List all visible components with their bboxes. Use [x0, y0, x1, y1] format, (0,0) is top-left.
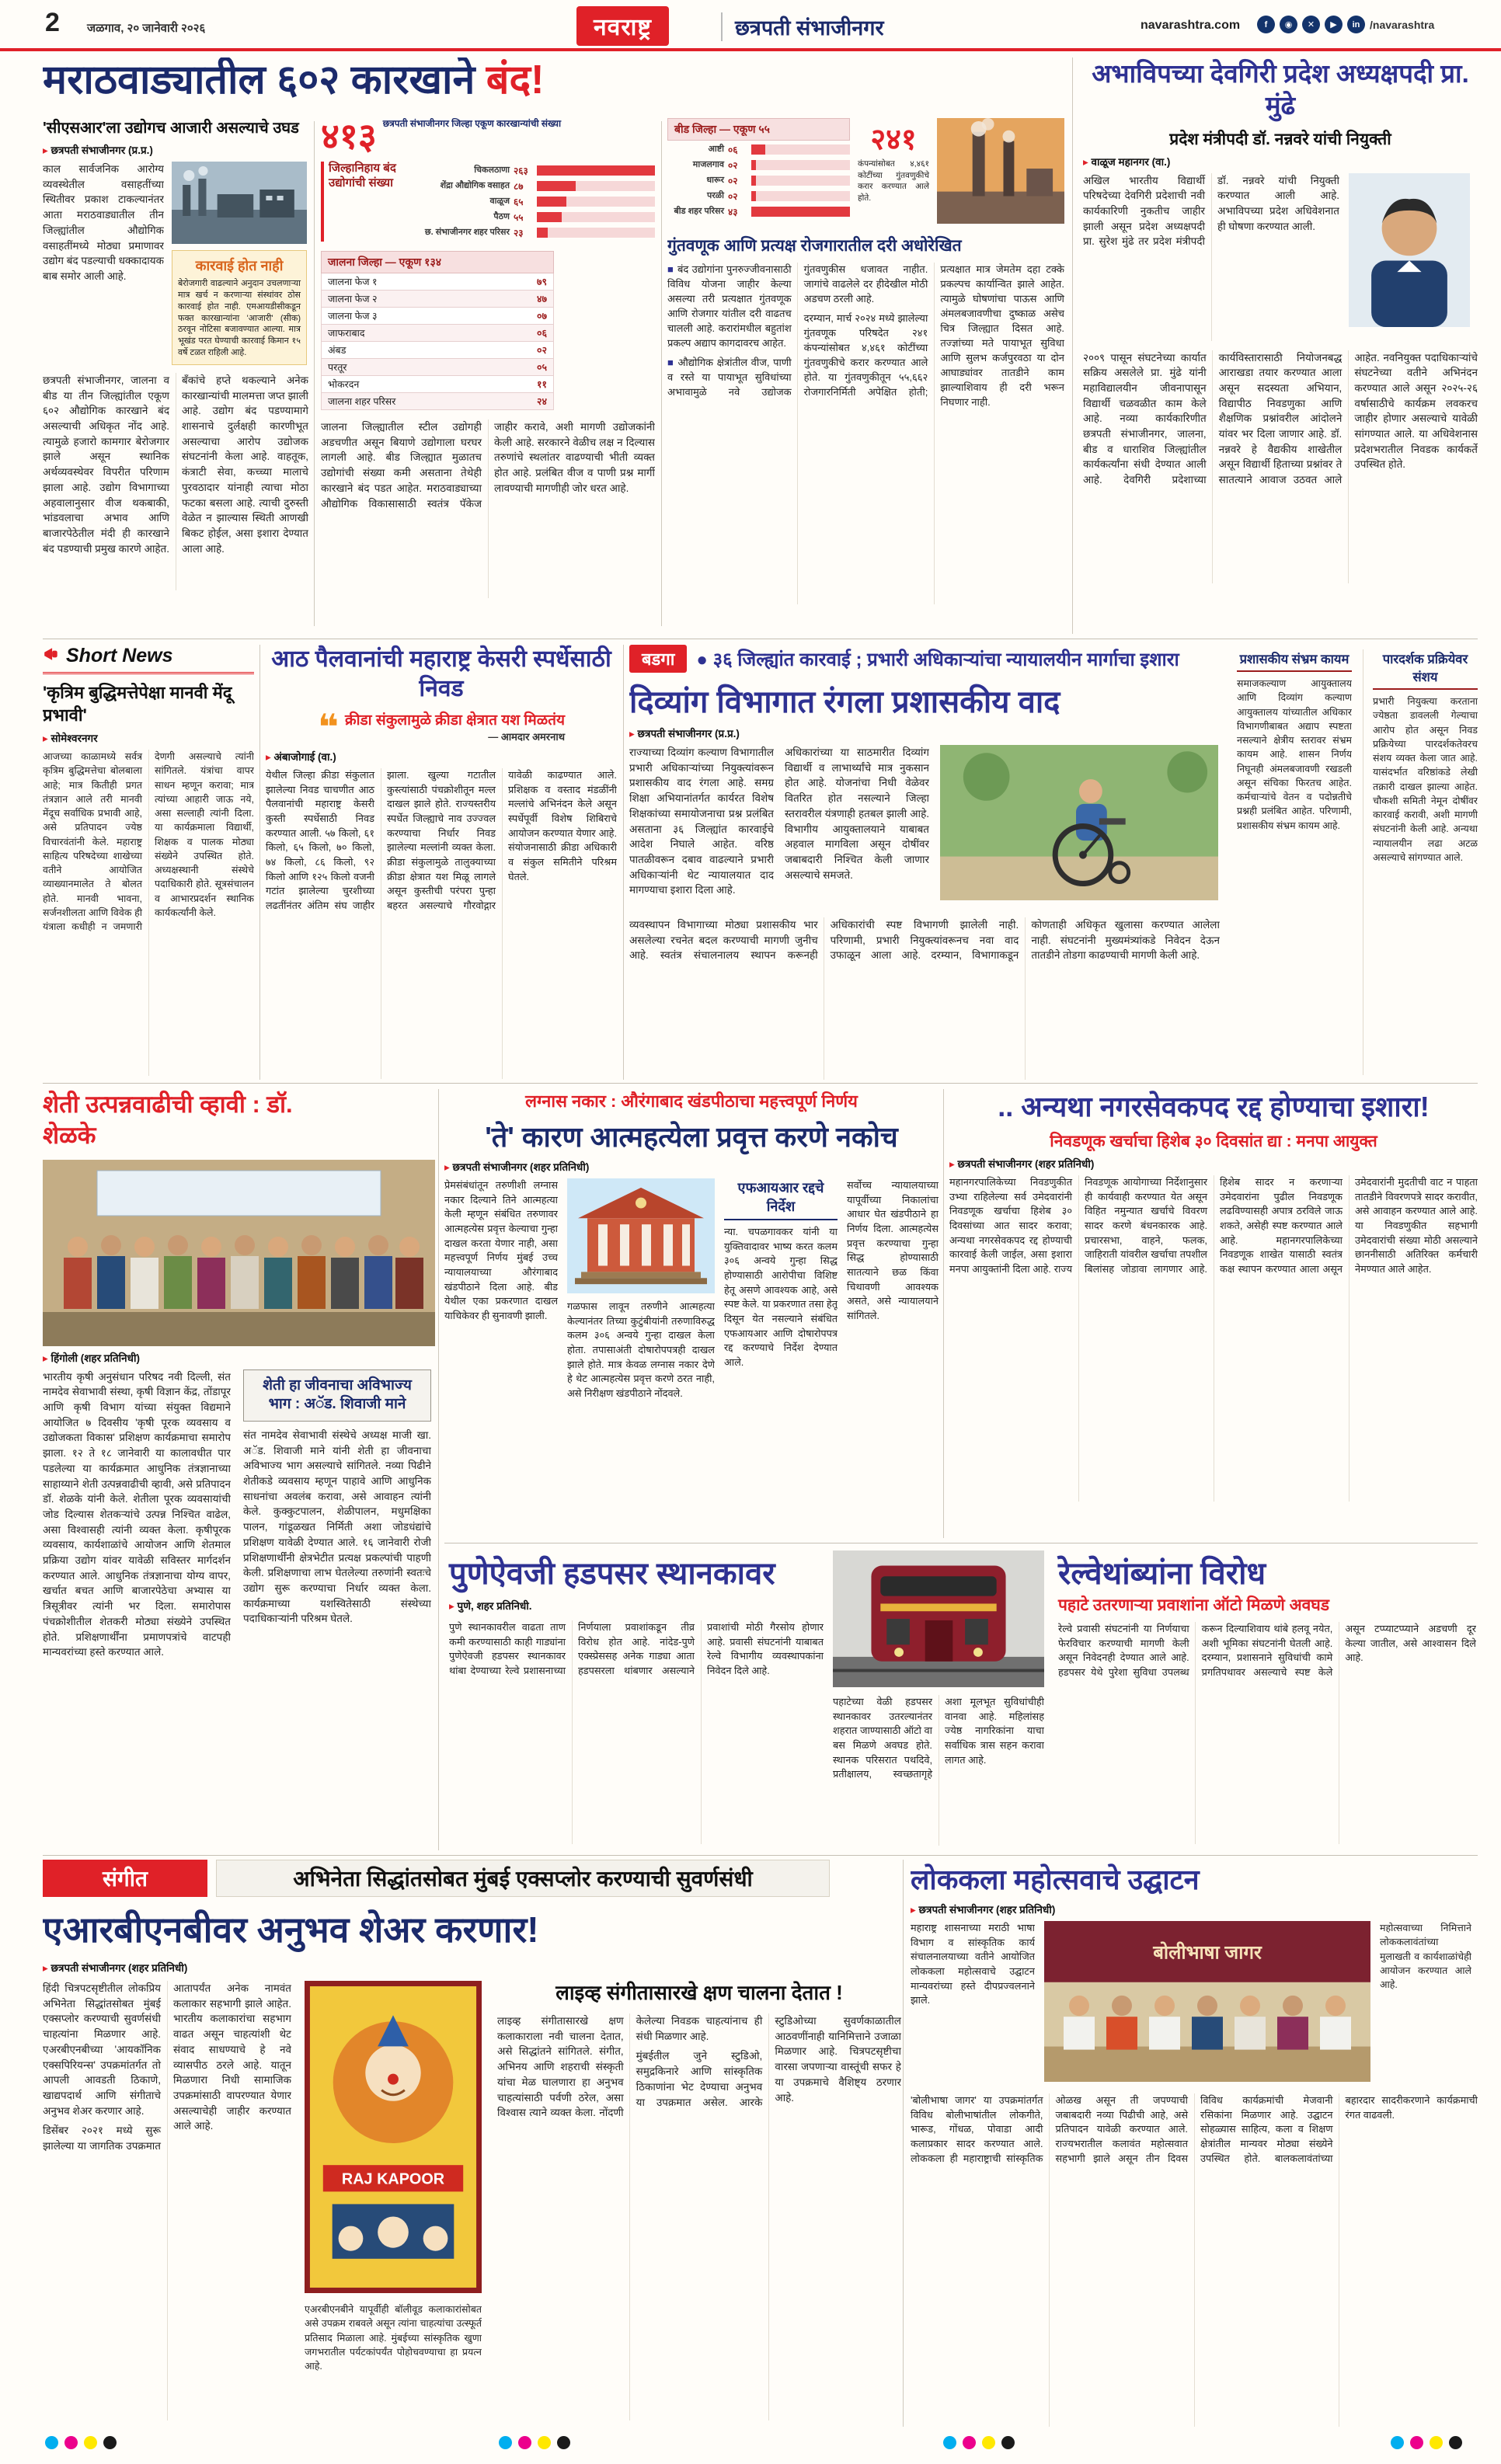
- train-photo: [833, 1550, 1044, 1687]
- article-abvp-appointment: [1083, 57, 1478, 634]
- section-heading: गुंतवणूक आणि प्रत्यक्ष रोजगारातील दरी अधोरेखित: [667, 237, 962, 255]
- row-label: जालना फेज ३: [328, 311, 378, 322]
- wheelchair-photo: [940, 745, 1218, 900]
- embedded-headline-box: [243, 1369, 431, 1422]
- table-row: [321, 325, 554, 342]
- row-label: अंबड: [328, 345, 347, 356]
- portrait-photo: [1349, 173, 1470, 327]
- body-paragraph: लाइव्ह संगीतासारखे क्षण कलाकाराला नवी चालना देतात, असे सिद्धांतने सांगितले. संगीत, अभिनय आणि शहराची संस्कृती यांचा मेळ घालणारा हा अनुभव चाहत्यांसाठी पर्वणी ठरेल, असा विश्वास त्याने व्यक्त केला. नोंदणी केलेल्या निवडक चाहत्यांनाच ही संधी मिळणार आहे.: [497, 2015, 763, 2119]
- festival-photo: [1044, 1921, 1370, 2082]
- kicker-text: ● ३६ जिल्ह्यांत कारवाई ; प्रभारी अधिकाऱ्यांचा न्यायालयीन मार्गाचा इशारा: [696, 649, 1179, 670]
- subcolumn-title: प्रशासकीय संभ्रम कायम: [1237, 649, 1352, 672]
- body-text: छत्रपती संभाजीनगर, जालना व बीड या तीन जिल्ह्यांतील एकूण ६०२ औद्योगिक कारखाने बंद असल्याची अधिकृत नोंद आहे. त्यामुळे हजारो कामगार बेरोजगार झाले असून स्थानिक अर्थव्यवस्थेवर विपरीत परिणाम झाला आहे. उद्योग विभागाच्या अहवालानुसार वीज थकबाकी, भांडवलाचा अभाव आणि बाजारपेठेतील मंदी ही कारखाने बंद पडण्याची प्रमुख कारणे आहेत. बँकांचे हप्ते थकल्याने अनेक कारखान्यांची मालमत्ता जप्त झाली आहे. उद्योग बंद पडण्यामागे शासनाचे दुर्लक्षही कारणीभूत असल्याचा आरोप उद्योजक संघटनांनी केला आहे. वाहतूक, कंत्राटी सेवा, कच्च्या मालाचे पुरवठादार यांनाही त्याचा मोठा फटका बसला आहे. त्याची दुरुस्ती वेळेत न झाल्यास स्थिती आणखी बिकट होईल, असा इशारा देण्यात आला आहे.: [43, 374, 308, 555]
- beed-bar-chart: [667, 118, 850, 224]
- magenta-dot: [518, 2436, 531, 2449]
- column-rule: [903, 1860, 904, 2427]
- quote-attribution: — आमदार अमरनाथ: [345, 729, 565, 743]
- fir-column: [724, 1178, 838, 1528]
- column-rule: [943, 1089, 944, 1538]
- bar-row: [667, 158, 850, 172]
- sub-headline: एफआयआर रद्दचे निर्देश: [724, 1178, 838, 1220]
- row-value: ०६: [536, 328, 547, 339]
- headline: लोककला महोत्सवाचे उद्घाटन: [911, 1864, 1200, 1895]
- article-railway-stop-protest: [444, 1549, 1478, 1852]
- table-title: जालना जिल्हा — एकूण १३४: [321, 251, 554, 273]
- bar-value: २६३: [514, 165, 528, 176]
- bar-label: शेंद्रा औद्योगिक वसाहत: [440, 180, 510, 190]
- row-label: जाफराबाद: [328, 328, 365, 339]
- body-text: महाराष्ट्र शासनाच्या मराठी भाषा विभाग व सांस्कृतिक कार्य संचालनालयाच्या वतीने आयोजित लोककला महोत्सवाचे उद्घाटन मान्यवरांच्या हस्ते दीपप्रज्वलनाने झाले.: [911, 1922, 1035, 2006]
- bar-label: धारूर: [706, 175, 724, 185]
- column-rule: [259, 645, 260, 1080]
- bar-row: [667, 190, 850, 203]
- row-value: ०७: [536, 311, 547, 322]
- district-bar-chart: [422, 162, 655, 242]
- yellow-dot: [982, 2436, 995, 2449]
- byline: ▸ छत्रपती संभाजीनगर (प्र.प्र.): [629, 726, 1478, 740]
- bar-value: ४३: [728, 207, 738, 218]
- pull-quote: क्रीडा संकुलामुळे क्रीडा क्षेत्रात यश मिळतंय: [344, 712, 565, 729]
- bar-label: माजलगाव: [692, 159, 724, 169]
- bar-track: [537, 165, 655, 176]
- body-text: प्रभारी नियुक्त्या करताना ज्येष्ठता डावलली गेल्याचा आरोप होत असून निवड प्रक्रियेच्या पारदर्शकतेवरच संशय व्यक्त केला जात आहे. यासंदर्भात वरिष्ठांकडे लेखी तक्रारी दाखल झाल्या आहेत. चौकशी समिती नेमून दोषींवर कारवाई करावी, अशी मागणी संघटनांनी केली आहे. अन्यथा न्यायालयीन लढा अटळ असल्याचे सांगण्यात आले.: [1373, 696, 1478, 863]
- row-label: जालना शहर परिसर: [328, 396, 396, 407]
- bar-track: [537, 197, 655, 207]
- bar-label: आष्टी: [708, 144, 724, 154]
- body-text: भारतीय कृषी अनुसंधान परिषद नवी दिल्ली, संत नामदेव सेवाभावी संस्था, कृषी विज्ञान केंद्र, तोंडापूर आणि कृषी विभाग यांच्या संयुक्त विद्यमाने आयोजित ७ दिवसीय 'कृषी पूरक व्यवसाय व उद्योजकता विकास' प्रशिक्षण कार्यक्रमाचा समारोप झाला. १२ ते १८ जानेवारी या कालावधीत पार पडलेल्या या कार्यक्रमात आधुनिक तंत्रज्ञानाच्या साहाय्याने शेती उत्पन्नवाढीची व्हावी, असे प्रतिपादन डॉ. शेळके यांनी केले. शेतीला पूरक व्यवसायांची जोड दिल्यास शेतकऱ्यांचे उत्पन्न निश्चित वाढेल, असा विश्वासही त्यांनी व्यक्त केला. कृषीपूरक व्यवसाय, कार्यशाळांचे आयोजन आणि शेतमाल प्रक्रिया उद्योग यांवर यावेळी सविस्तर मार्गदर्शन करण्यात आले. आधुनिक तंत्रज्ञानाचा योग्य वापर, खर्चात बचत आणि बाजारपेठेचा अभ्यास या त्रिसूत्रीवर त्यांनी भर दिला. समारोपास पंचक्रोशीतील शेतकरी मोठ्या संख्येने उपस्थित होते. प्रशिक्षणार्थींना प्रमाणपत्रांचे वाटपही मान्यवरांच्या हस्ते करण्यात आले.: [43, 1370, 231, 1658]
- body-text: [497, 2013, 901, 2420]
- chart-title: बीड जिल्हा — एकूण ५५: [667, 118, 850, 141]
- body-text: महोत्सवाच्या निमित्ताने लोककलावंतांच्या मुलाखती व कार्यशाळांचेही आयोजन करण्यात आले आहे.: [1380, 1923, 1471, 1990]
- body-text: जालना जिल्ह्यातील स्टील उद्योगही अडचणीत असून बियाणे उद्योगाला घरघर लागली आहे. बीड जिल्ह्यात मुळातच उद्योगांची संख्या कमी असताना तेथेही कारखाने बंद पडत आहेत. मराठवाड्याच्या औद्योगिक विकासासाठी स्वतंत्र पॅकेज जाहीर करावे, अशी मागणी उद्योजकांनी केली आहे. सरकारने वेळीच लक्ष न दिल्यास तरुणांचे स्थलांतर वाढण्याची भीती व्यक्त होत आहे. प्रलंबित वीज व पाणी प्रश्न मार्गी लावण्याची मागणीही जोर धरत आहे.: [321, 421, 655, 510]
- yellow-dot: [1430, 2436, 1443, 2449]
- body-text: प्रेमसंबंधांतून तरुणीशी लग्नास नकार दिल्याने तिने आत्महत्या केली म्हणून संबंधित तरुणावर आत्महत्येस प्रवृत्त केल्याचा गुन्हा दाखल करता येणार नाही, असा महत्त्वपूर्ण निर्णय मुंबई उच्च न्यायालयाच्या औरंगाबाद खंडपीठाने दिला आहे. बीड येथील एका प्रकरणात दाखल याचिकेवर ही सुनावणी झाली.: [444, 1179, 558, 1322]
- bar-row: [667, 174, 850, 187]
- body-text: अधिकारांच्या या साठमारीत दिव्यांग विद्यार्थी व लाभार्थ्यांचे मात्र नुकसान होत आहे. योजनांचा निधी वेळेवर वितरित होत नसल्याने जिल्हा स्तरावरील यंत्रणाही हतबल झाली आहे. विभागीय आयुक्तालयाने याबाबत अहवाल मागविला असून दोषींवर जबाबदारी निश्चित केली जाणार असल्याचे समजते.: [785, 747, 929, 881]
- article-corporator-warning: [949, 1089, 1478, 1538]
- byline: ▸ छत्रपती संभाजीनगर (शहर प्रतिनिधी): [444, 1160, 939, 1174]
- bar-row: [422, 179, 655, 193]
- body-text: 'बोलीभाषा जागर' या उपक्रमांतर्गत विविध बोलीभाषांतील लोकगीते, भारूड, गोंधळ, पोवाडा आदी कलाप्रकार सादर करण्यात आले. लोककला ही महाराष्ट्राची सांस्कृतिक ओळख असून ती जपण्याची जबाबदारी नव्या पिढीची आहे, असे प्रतिपादन यावेळी करण्यात आले. राज्यभरातील कलावंत महोत्सवात सहभागी झाले असून तीन दिवस विविध कार्यक्रमांची मेजवानी रसिकांना मिळणार आहे. उद्घाटन सोहळ्यास साहित्य, कला व शिक्षण क्षेत्रांतील मान्यवर मोठ्या संख्येने उपस्थित होते. बालकलावंतांच्या बहारदार सादरीकरणाने कार्यक्रमाची रंगत वाढवली.: [911, 2094, 1478, 2164]
- poster-title: RAJ KAPOOR: [341, 2170, 445, 2188]
- megaphone-icon: [43, 646, 60, 666]
- bar-track: [751, 191, 850, 201]
- article-body-row: [911, 1921, 1478, 2083]
- bar-row: [422, 195, 655, 208]
- column-rule: [661, 121, 662, 626]
- box-title: कारवाई होत नाही: [195, 258, 284, 273]
- table-row: [321, 342, 554, 359]
- byline: ▸ छत्रपती संभाजीनगर (शहर प्रतिनिधी): [949, 1157, 1478, 1171]
- bar-value: ०६: [728, 144, 738, 155]
- byline: ▸ अंबाजोगाई (वा.): [266, 750, 617, 764]
- sub-headline: पहाटे उतरणाऱ्या प्रवाशांना ऑटो मिळणे अवघड: [1058, 1596, 1329, 1614]
- black-dot: [103, 2436, 117, 2449]
- cyan-dot: [943, 2436, 956, 2449]
- sub-headline: प्रदेश मंत्रीपदी डॉ. नन्नवरे यांची नियुक्ती: [1169, 130, 1391, 148]
- social-bar: [1257, 16, 1434, 33]
- bar-value: ०२: [728, 176, 738, 186]
- x-icon[interactable]: ✕: [1302, 16, 1320, 33]
- group-photo: [43, 1160, 435, 1346]
- body-text: महानगरपालिकेच्या निवडणुकीत उभ्या राहिलेल्या सर्व उमेदवारांनी निवडणूक खर्चाचा हिशेब ३० दिवसांच्या आत सादर करावा; अन्यथा नगरसेवकपद रद्द होण्याची कारवाई केली जाईल, असा इशारा मनपा आयुक्तांनी दिला आहे. राज्य निवडणूक आयोगाच्या निर्देशानुसार ही कार्यवाही करण्यात येत असून विहित नमुन्यात खर्चाचे विवरण सादर करणे बंधनकारक आहे. प्रचारसभा, वाहने, फलक, जाहिराती यांवरील खर्चाचा तपशील बिलांसह जोडावा लागणार आहे. हिशेब सादर न करणाऱ्या उमेदवारांना पुढील निवडणूक लढविण्यासही अपात्र ठरविले जाऊ शकते, असेही स्पष्ट करण्यात आले आहे. महानगरपालिकेच्या निवडणूक शाखेत यासाठी स्वतंत्र कक्ष स्थापन करण्यात आला असून उमेदवारांनी मुदतीची वाट न पाहता तातडीने विवरणपत्रे सादर करावीत, असे आवाहन करण्यात आले आहे. या निवडणुकीत सहभागी उमेदवारांची संख्या मोठी असल्याने छाननीसाठी अतिरिक्त कर्मचारी नेमण्यात आले आहेत.: [949, 1176, 1478, 1276]
- bar-track: [537, 181, 655, 191]
- middle-column: [567, 1178, 715, 1528]
- body-text: पुणे स्थानकावरील वाढता ताण कमी करण्यासाठी काही गाड्यांना पुणेऐवजी हडपसर स्थानकावर थांबा देण्याच्या रेल्वे प्रशासनाच्या निर्णयाला प्रवाशांकडून तीव्र विरोध होत आहे. नांदेड-पुणे एक्स्प्रेससह अनेक गाड्या आता हडपसरला थांबणार असल्याने प्रवाशांची मोठी गैरसोय होणार आहे. प्रवासी संघटनांनी याबाबत रेल्वे विभागीय व्यवस्थापकांना निवेदन दिले आहे.: [449, 1621, 824, 1677]
- no-action-box: [172, 250, 307, 365]
- bar-label: परळी: [707, 190, 724, 200]
- column-rule: [314, 121, 315, 626]
- box-body: बेरोजगारी वाढल्याने अनुदान उचलणाऱ्या मात्र खर्च न करणाऱ्या संस्थांवर ठोस कारवाई होत नाही. एमआयडीसीकडून फक्त कारखान्यांना 'आजारी' (सीक) ठरवून नोटिसा बजावण्यात आल्या. मात्र भूखंड परत घेण्याची कारवाई किमान १५ वर्षे टळत राहिली आहे.: [178, 279, 301, 358]
- headline: एआरबीएनबीवर अनुभव शेअर करणार!: [43, 1909, 539, 1950]
- table-row: [321, 376, 554, 393]
- body-text: २००९ पासून संघटनेच्या कार्यात सक्रिय असलेले प्रा. मुंढे यांनी महाविद्यालयीन जीवनापासून विद्यार्थी चळवळीत काम केले आहे. नव्या कार्यकारिणीत छत्रपती संभाजीनगर, जालना, बीड व धाराशिव जिल्ह्यांतील कार्यकर्त्यांना संधी देण्यात आली आहे. देवगिरी प्रदेशाच्या कार्यविस्तारासाठी नियोजनबद्ध आराखडा तयार करण्यात आला असून सदस्यता अभियान, विद्यापीठ निवडणुका आणि शैक्षणिक प्रश्नांवरील आंदोलने यांवर भर दिला जाणार आहे. डॉ. नन्नवरे हे वैद्यकीय शाखेतील असून विद्यार्थी हिताच्या प्रश्नांवर ते सातत्याने आवाज उठवत आले आहेत. नवनियुक्त पदाधिकाऱ्यांचे संघटनेच्या वतीने अभिनंदन करण्यात आले असून २०२५-२६ वर्षासाठीचे कार्यक्रम लवकरच जाहीर होणार असल्याचे यावेळी सांगण्यात आले. या अधिवेशनास प्रदेशभरातील निवडक कार्यकर्ते उपस्थित होते.: [1083, 351, 1478, 486]
- factory-stats-column: [321, 118, 655, 631]
- sidebar-columns: [1237, 649, 1478, 1075]
- section-divider: [43, 1855, 1478, 1856]
- headline-left: पुणेऐवजी हडपसर स्थानकावर: [449, 1557, 775, 1591]
- body-text: गळफास लावून तरुणीने आत्महत्या केल्यानंतर तिच्या कुटुंबीयांनी तरुणाविरुद्ध कलम ३०६ अन्वये गुन्हा दाखल केला होता. तपासाअंती दोषारोपपत्रही दाखल झाले होते. मात्र केवळ लग्नास नकार देणे हे थेट आत्महत्येस प्रवृत्त करणे ठरत नाही, असे निरीक्षण खंडपीठाने नोंदवले.: [567, 1300, 715, 1400]
- bar-track: [537, 228, 655, 238]
- stage-banner-text: बोलीभाषा जागर: [1153, 1942, 1262, 1964]
- bar-label: चिकलठाणा: [474, 165, 510, 175]
- table-row: [321, 359, 554, 376]
- article-agriculture-training: [43, 1089, 435, 1850]
- courthouse-illustration: [567, 1178, 715, 1293]
- yellow-dot: [84, 2436, 97, 2449]
- bar-value: २३: [514, 228, 524, 238]
- bullet-point: ■ बंद उद्योगांना पुनरुज्जीवनासाठी विविध योजना जाहीर केल्या असल्या तरी प्रत्यक्षात गुंतवणूक आणि रोजगार यांतील दरी वाढतच चालली आहे. करारांमधील बहुतांश प्रकल्प अद्याप कागदावरच आहेत.: [667, 263, 792, 351]
- headline: शेती उत्पन्नवाढीची व्हावी : डॉ. शेळके: [43, 1091, 293, 1150]
- registration-marks: [499, 2436, 570, 2449]
- bar-row: [422, 226, 655, 239]
- bar-value: ०२: [728, 160, 738, 171]
- article-maharashtra-kesari: [266, 645, 617, 1080]
- registration-marks: [45, 2436, 117, 2449]
- stat-value: २४१: [870, 124, 917, 156]
- bar-value: ८७: [514, 181, 524, 192]
- promo-banner: अभिनेता सिद्धांतसोबत मुंबई एक्सप्लोर करण्याची सुवर्णसंधी: [216, 1860, 830, 1897]
- headline-right: रेल्वेथांब्यांना विरोध: [1058, 1557, 1266, 1591]
- body-text: आजच्या काळामध्ये सर्वत्र कृत्रिम बुद्धिमत्तेचा बोलबाला आहे; मात्र कितीही प्रगत तंत्रज्ञान आले तरी मानवी मेंदूच सर्वाधिक प्रभावी आहे, असे प्रतिपादन ज्येष्ठ विचारवंतांनी केले. महाराष्ट्र साहित्य परिषदेच्या शाखेच्या वतीने आयोजित व्याख्यानमालेत ते बोलत होते. मानवी भावना, सर्जनशीलता आणि विवेक ही यंत्राला कधीही न जमणारी देणगी असल्याचे त्यांनी सांगितले. यंत्रांचा वापर साधन म्हणून करावा; मात्र त्यांच्या आहारी जाऊ नये, असा सल्लाही त्यांनी दिला. या कार्यक्रमाला विद्यार्थी, शिक्षक व पालक मोठ्या संख्येने उपस्थित होते. अध्यक्षस्थानी संस्थेचे पदाधिकारी होते. सूत्रसंचालन व आभारप्रदर्शन स्थानिक कार्यकर्त्यांनी केले.: [43, 751, 254, 933]
- bar-label: छ. संभाजीनगर शहर परिसर: [424, 227, 510, 237]
- section-divider: [43, 1083, 1478, 1084]
- subcolumn: [1237, 649, 1352, 1075]
- black-dot: [557, 2436, 570, 2449]
- stat-total-factories: ४१३: [321, 118, 377, 156]
- magenta-dot: [1410, 2436, 1423, 2449]
- yellow-dot: [538, 2436, 551, 2449]
- social-handle[interactable]: /navarashtra: [1370, 18, 1435, 31]
- bullet-point: ■ औद्योगिक क्षेत्रांतील वीज, पाणी व रस्ते या पायाभूत सुविधांच्या अभावामुळे नवे उद्योजक गुंतवणुकीस धजावत नाहीत. जागांचे वाढलेले दर हीदेखील मोठी अडचण ठरली आहे.: [667, 263, 928, 410]
- masthead-logo: नवराष्ट्र: [576, 6, 669, 46]
- row-value: ७९: [536, 277, 547, 287]
- body-paragraph: डिसेंबर २०२१ मध्ये सुरू झालेल्या या जागतिक उपक्रमात आतापर्यंत अनेक नामवंत कलाकार सहभागी झाले आहेत. भारतीय कलाकारांचा सहभाग वाढत असून चाहत्यांशी थेट संवाद साधण्याचे हे नवे व्यासपीठ ठरले आहे. यातून मिळणारा निधी सामाजिक उपक्रमांसाठी वापरण्यात येणार असल्याचेही जाहीर करण्यात आले आहे.: [43, 1982, 291, 2153]
- subcolumn: [1363, 649, 1478, 1075]
- magenta-dot: [963, 2436, 976, 2449]
- factory-analysis-column: [667, 118, 1064, 631]
- headline: .. अन्यथा नगरसेवकपद रद्द होण्याचा इशारा!: [998, 1091, 1430, 1122]
- website-link[interactable]: navarashtra.com: [1141, 19, 1241, 32]
- bar-value: ०२: [728, 191, 738, 202]
- bar-track: [537, 212, 655, 222]
- embedded-headline: शेती हा जीवनाचा अविभाज्य भाग : अॅड. शिवाजी माने: [263, 1376, 412, 1413]
- article-airbnb-experience: [43, 1905, 901, 2427]
- article-body-row: [444, 1178, 939, 1528]
- bar-row: [422, 164, 655, 177]
- cyan-dot: [1391, 2436, 1404, 2449]
- body-text: संत नामदेव सेवाभावी संस्थेचे अध्यक्ष माजी खा. अॅड. शिवाजी माने यांनी शेती हा जीवनाचा अविभाज्य भाग असल्याचे सांगितले. नव्या पिढीने शेतीकडे व्यवसाय म्हणून पाहावे आणि आधुनिक साधनांचा अवलंब करावा, असे आवाहन त्यांनी केले. कुक्कुटपालन, शेळीपालन, मधुमक्षिका पालन, गांडूळखत निर्मिती अशा जोडधंद्यांचे प्रशिक्षण यावेळी देण्यात आले. १६ जानेवारी रोजी प्रशिक्षणार्थींनी क्षेत्रभेटीत प्रत्यक्ष प्रकल्पांची पाहणी केली. प्रशिक्षणाचा लाभ घेतलेल्या तरुणांनी स्वतःचे उद्योग सुरू करण्याचा निर्धार व्यक्त केला. कार्यक्रमाच्या यशस्वितेसाठी संस्थेच्या पदाधिकाऱ्यांनी परिश्रम घेतले.: [243, 1429, 431, 1625]
- sub-headline: निवडणूक खर्चाचा हिशेब ३० दिवसांत द्या : मनपा आयुक्त: [1050, 1133, 1377, 1150]
- table-row: [321, 291, 554, 308]
- row-value: ११: [536, 379, 547, 390]
- main-headline: मराठवाड्यातील ६०२ कारखाने बंद!: [43, 57, 545, 103]
- chart-title: जिल्हानिहाय बंद उद्योगांची संख्या: [321, 162, 416, 242]
- row-label: परतूर: [328, 362, 347, 373]
- article-factories-closed: [43, 57, 1064, 634]
- table-row: [321, 393, 554, 410]
- smokestack-photo: [937, 118, 1064, 224]
- body-text: न्या. चपळगावकर यांनी या युक्तिवादावर भाष्य करत कलम ३०६ अन्वये गुन्हा सिद्ध होण्यासाठी आरोपीचा विशिष्ट हेतू असणे आवश्यक आहे, असे स्पष्ट केले. या प्रकरणात तसा हेतू दिसून येत नसल्याने संबंधित एफआयआर आणि दोषारोपपत्र रद्द करण्याचे निर्देश देण्यात आले.: [724, 1226, 838, 1369]
- page-number: 2: [45, 8, 60, 37]
- bar-track: [751, 160, 850, 170]
- raj-kapoor-poster: [305, 1981, 482, 2293]
- sub-headline: 'सीएसआर'ला उद्योगच आजारी असल्याचे उघड: [43, 120, 299, 137]
- lead-paragraph: काल सार्वजनिक आरोग्य व्यवस्थेतील वसाहतींच्या स्थितीवर प्रकाश टाकल्यानंतर आता मराठवाड्यातील तीन जिल्ह्यांतील औद्योगिक वसाहतींमध्ये मोठ्या प्रमाणावर उद्योग बंद पडल्याची धक्कादायक बाब समोर आली आहे.: [43, 163, 164, 282]
- row-label: भोकरदन: [328, 379, 360, 390]
- quote-icon: ❝: [317, 707, 339, 747]
- section-title: Short News: [66, 645, 173, 666]
- black-dot: [1449, 2436, 1462, 2449]
- bar-row: [667, 143, 850, 156]
- dateline: ▸ सोमेश्वरनगर: [43, 731, 254, 745]
- column-rule: [1072, 57, 1073, 634]
- row-value: २४: [536, 396, 547, 407]
- black-dot: [1001, 2436, 1015, 2449]
- factory-photo: [172, 162, 307, 244]
- body-text: सर्वोच्च न्यायालयाच्या यापूर्वीच्या निकालांचा आधार घेत खंडपीठाने हा निर्णय दिला. आत्महत्येस प्रवृत्त करण्याचा गुन्हा सिद्ध होण्यासाठी सातत्याने छळ किंवा चिथावणी आवश्यक असते, असे न्यायालयाने सांगितले.: [847, 1179, 939, 1322]
- body-text: अखिल भारतीय विद्यार्थी परिषदेच्या देवगिरी प्रदेशाची नवी कार्यकारिणी नुकतीच जाहीर झाली असून प्रदेश अध्यक्षपदी प्रा. सुरेश मुंढे तर प्रदेश मंत्रीपदी डॉ. नन्नवरे यांची नियुक्ती करण्यात आली आहे. अभाविपच्या प्रदेश अधिवेशनात ही घोषणा करण्यात आली.: [1083, 174, 1339, 248]
- subcolumn-title: पारदर्शक प्रक्रियेवर संशय: [1373, 649, 1478, 690]
- body-paragraph: मुंबईतील जुने स्टुडिओ, समुद्रकिनारे आणि सांस्कृतिक ठिकाणांना भेट देण्याचा अनुभव या उपक्रमात असेल. आरके स्टुडिओच्या सुवर्णकाळातील आठवणींनाही यानिमित्ताने उजाळा मिळणार आहे. चित्रपटसृष्टीचा वारसा जपणाऱ्या वास्तूंची सफर हे या उपक्रमाचे वैशिष्ट्य ठरणार आहे.: [636, 2015, 901, 2108]
- byline: ▸ छत्रपती संभाजीनगर (प्र.प्र.): [43, 143, 308, 157]
- article-folk-art-festival: [911, 1860, 1478, 2427]
- column-rule: [438, 1089, 439, 1850]
- registration-marks: [1391, 2436, 1462, 2449]
- dateline: जळगाव, २० जानेवारी २०२६: [87, 22, 206, 35]
- bar-value: ६५: [514, 197, 524, 207]
- article-divyang-dispute: [629, 645, 1478, 1080]
- row-value: ४७: [536, 294, 547, 305]
- stat-caption: छत्रपती संभाजीनगर जिल्हा एकूण कारखान्यांची संख्या: [382, 118, 562, 129]
- linkedin-icon[interactable]: in: [1347, 16, 1365, 33]
- youtube-icon[interactable]: ▶: [1325, 16, 1343, 33]
- section-header: [43, 645, 254, 674]
- body-text: व्यवस्थापन विभागाच्या मोठ्या प्रशासकीय भार असलेल्या रचनेत बदल करण्याची मागणी जुनीच आहे. स्वतंत्र संचालनालय स्थापन करूनही अधिकारांची स्पष्ट विभागणी झालेली नाही. परिणामी, प्रभारी नियुक्त्यांवरूनच नवा वाद उफाळून आला आहे. दरम्यान, विभागाकडून कोणताही अधिकृत खुलासा करण्यात आलेला नाही. संघटनांनी मुख्यमंत्र्यांकडे निवेदन देऊन तातडीने तोडगा काढण्याची मागणी केली आहे.: [629, 919, 1220, 962]
- section-label-music: संगीत: [43, 1860, 207, 1897]
- embedded-article: [243, 1369, 431, 1850]
- body-text: रेल्वे प्रवासी संघटनांनी या निर्णयाचा फेरविचार करण्याची मागणी केली असून निवेदनही देण्यात आले आहे. हडपसर येथे पुरेशा सुविधा उपलब्ध करून दिल्याशिवाय थांबे हलवू नयेत, अशी भूमिका संघटनांनी घेतली आहे. दरम्यान, प्रशासनाने सुविधांची कामे प्रगतिपथावर असल्याचे स्पष्ट केले असून टप्प्याटप्प्याने अडचणी दूर केल्या जातील, असे आश्वासन दिले आहे.: [1058, 1623, 1476, 1679]
- facebook-icon[interactable]: f: [1257, 16, 1275, 33]
- table-row: [321, 308, 554, 325]
- body-text: राज्याच्या दिव्यांग कल्याण विभागातील प्रभारी अधिकाऱ्यांच्या नियुक्त्यांवरून प्रशासकीय वाद रंगला आहे. समग्र शिक्षा अभियानांतर्गत कार्यरत विशेष शिक्षकांच्या समायोजनाचा प्रश्न प्रलंबित असताना ३६ जिल्ह्यांत कारवाईचे आदेश निघाले आहेत. वरिष्ठ पातळीवरून दबाव वाढल्याने प्रभारी अधिकाऱ्यांनी थेट न्यायालयात दाद मागण्याचा इशारा दिला आहे.: [629, 747, 774, 896]
- magenta-dot: [64, 2436, 78, 2449]
- row-label: जालना फेज १: [328, 277, 378, 287]
- cyan-dot: [499, 2436, 512, 2449]
- headline: 'कृत्रिम बुद्धिमत्तेपेक्षा मानवी मेंदू प्रभावी': [43, 683, 232, 725]
- factory-lead-column: [43, 118, 308, 631]
- stat-caption: कंपन्यांसोबत ४,४६१ कोटींच्या गुंतवणुकीचे करार करण्यात आले होते.: [858, 159, 929, 204]
- body-text: एअरबीएनबीने यापूर्वीही बॉलीवूड कलाकारांसोबत असे उपक्रम राबवले असून त्यांना चाहत्यांचा उत्स्फूर्त प्रतिसाद मिळाला आहे. मुंबईच्या सांस्कृतिक खुणा जगभरातील पर्यटकांपर्यंत पोहोचवण्याचा हा प्रयत्न आहे.: [305, 2304, 482, 2372]
- bar-label: पैठण: [493, 211, 510, 221]
- bar-value: ५५: [514, 212, 524, 223]
- kicker-text: लग्नास नकार : औरंगाबाद खंडपीठाचा महत्त्वपूर्ण निर्णय: [525, 1091, 858, 1111]
- short-news-section: [43, 645, 254, 1080]
- byline: ▸ वाळूज महानगर (वा.): [1083, 155, 1478, 169]
- bar-track: [751, 207, 850, 217]
- table-row: [321, 273, 554, 291]
- row-value: ०५: [536, 362, 547, 373]
- body-paragraph: हिंदी चित्रपटसृष्टीतील लोकप्रिय अभिनेता सिद्धांतसोबत मुंबई एक्सप्लोर करण्याची सुवर्णसंधी चाहत्यांना मिळणार आहे. एअरबीएनबीच्या 'आयकॉनिक एक्सपिरियन्स' उपक्रमांतर्गत तो आपली आवडती ठिकाणे, खाद्यपदार्थ आणि संगीताचे अनुभव शेअर करणार आहे.: [43, 1982, 161, 2117]
- row-value: ०२: [536, 345, 547, 356]
- bar-row: [422, 211, 655, 224]
- byline: ▸ छत्रपती संभाजीनगर (शहर प्रतिनिधी): [911, 1902, 1478, 1916]
- headline: दिव्यांग विभागात रंगला प्रशासकीय वाद: [629, 685, 1060, 719]
- byline: ▸ छत्रपती संभाजीनगर (शहर प्रतिनिधी): [43, 1961, 901, 1975]
- headline: अभाविपच्या देवगिरी प्रदेश अध्यक्षपदी प्रा. मुंढे: [1092, 59, 1469, 120]
- article-court-ruling: [444, 1089, 939, 1538]
- row-label: जालना फेज २: [328, 294, 378, 305]
- registration-marks: [943, 2436, 1015, 2449]
- bar-track: [751, 176, 850, 186]
- jalna-table: [321, 251, 554, 410]
- column-rule: [623, 645, 624, 1080]
- bar-label: बीड शहर परिसर: [674, 206, 724, 216]
- byline: ▸ पुणे, शहर प्रतिनिधी.: [449, 1599, 532, 1613]
- body-text: समाजकल्याण आयुक्तालय आणि दिव्यांग कल्याण आयुक्तालय यांच्यातील अधिकार विभागणीबाबत अद्याप स्पष्टता नसल्याने क्षेत्रीय स्तरावर संभ्रम कायम आहे. शासन निर्णय निघूनही अंमलबजावणी रखडली असून संचिका फिरतच आहेत. कर्मचाऱ्यांचे वेतन व पदोन्नतीचे प्रश्नही प्रलंबित आहेत. परिणामी, प्रशासकीय संभ्रम कायम आहे.: [1237, 678, 1352, 831]
- bar-row: [667, 205, 850, 218]
- byline: ▸ हिंगोली (शहर प्रतिनिधी): [43, 1351, 435, 1365]
- body-text: दरम्यान, मार्च २०२४ मध्ये झालेल्या गुंतवणूक परिषदेत २४१ कंपन्यांसोबत ४,४६१ कोटींच्या गुंतवणुकीचे करार करण्यात आले होते. या गुंतवणुकीतून ५५,६६२ रोजगारनिर्मिती अपेक्षित होती; प्रत्यक्षात मात्र जेमतेम दहा टक्के प्रकल्पच कार्यान्वित झाले आहेत. त्यामुळे घोषणांचा पाऊस आणि अंमलबजावणीचा दुष्काळ असेच चित्र जिल्ह्यात दिसत आहे. तज्ज्ञांच्या मते पायाभूत सुविधा आणि सुलभ कर्जपुरवठा या दोन आघाड्यांवर तातडीने काम झाल्याशिवाय ही दरी भरून निघणार नाही.: [803, 263, 1064, 408]
- instagram-icon[interactable]: ◉: [1280, 16, 1297, 33]
- body-text: येथील जिल्हा क्रीडा संकुलात झालेल्या निवड चाचणीत आठ पैलवानांची महाराष्ट्र केसरी कुस्ती स्पर्धेसाठी निवड करण्यात आली. ५७ किलो, ६१ किलो, ६५ किलो, ७० किलो, ७४ किलो, ८६ किलो, ९२ किलो आणि १२५ किलो वजनी गटांत झालेल्या चुरशीच्या लढतींनंतर अंतिम संघ जाहीर झाला. खुल्या गटातील कुस्त्यांसाठी पंचक्रोशीतून मल्ल दाखल झाले होते. राज्यस्तरीय स्पर्धेत जिल्ह्याचे नाव उज्ज्वल करण्याचा निर्धार निवड झालेल्या मल्लांनी व्यक्त केला. क्रीडा संकुलामुळे तालुक्याच्या क्रीडा क्षेत्रात यश मिळू लागले असून कुस्तीची परंपरा पुन्हा बहरत असल्याचे गौरवोद्गार यावेळी काढण्यात आले. प्रशिक्षक व वस्ताद मंडळींनी मल्लांचे अभिनंदन केले असून स्पर्धेपूर्वी विशेष शिबिराचे आयोजन करण्यात येणार आहे. संयोजनासाठी क्रीडा अधिकारी व संकुल समितीने परिश्रम घेतले.: [266, 769, 617, 912]
- kicker-badge: बडगा: [629, 645, 687, 673]
- headline: 'ते' कारण आत्महत्येला प्रवृत्त करणे नकोच: [485, 1121, 898, 1153]
- bar-label: वाळूज: [489, 196, 510, 206]
- headline: आठ पैलवानांची महाराष्ट्र केसरी स्पर्धेसाठी निवड: [271, 646, 611, 701]
- article-body-row: [629, 745, 1220, 908]
- edition-title: छत्रपती संभाजीनगर: [721, 12, 884, 41]
- stat-agreements: [858, 118, 929, 224]
- bar-track: [751, 144, 850, 155]
- sub-headline: लाइव्ह संगीतासारखे क्षण चालना देतात !: [555, 1981, 843, 2004]
- body-text: [43, 1981, 291, 2420]
- cyan-dot: [45, 2436, 58, 2449]
- masthead-rule: [0, 48, 1501, 51]
- body-text: पहाटेच्या वेळी हडपसर स्थानकावर उतरल्यानंतर शहरात जाण्यासाठी ऑटो वा बस मिळणे अवघड होते. स्थानक परिसरात पथदिवे, प्रतीक्षालय, स्वच्छतागृहे अशा मूलभूत सुविधांचीही वानवा आहे. महिलांसह ज्येष्ठ नागरिकांना याचा सर्वाधिक त्रास सहन करावा लागत आहे.: [833, 1696, 1044, 1780]
